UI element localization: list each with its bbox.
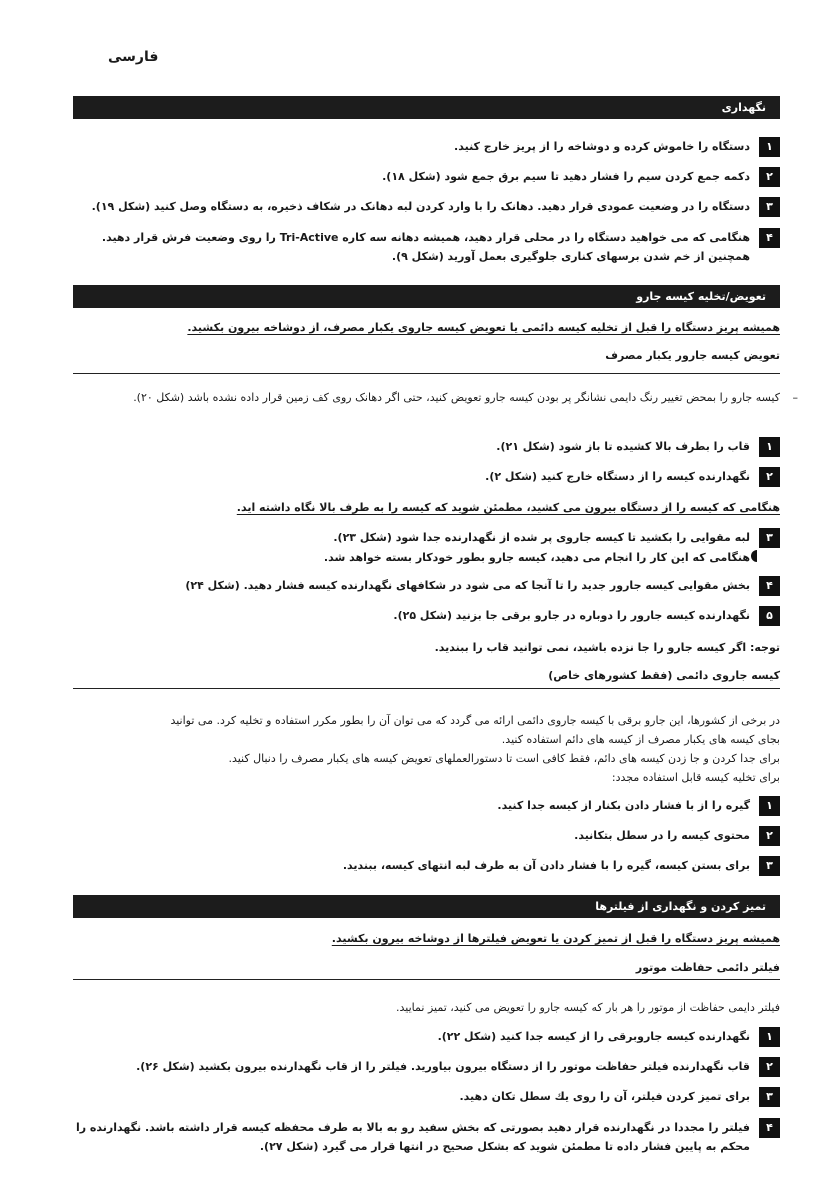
step-number: ۵ <box>759 606 780 626</box>
language-label: فارسی <box>108 49 159 65</box>
step-text: هنگامی که می خواهید دستگاه را در محلی قرار دهید، همیشه دهانه سه کاره Tri-Active را روی وضعیت فرش قرار دهید. همچنین از خم شدن برسهای کناری جلوگیری بعمل آورید (شکل ۹). <box>101 231 750 263</box>
permanent-para-3: برای جدا کردن و جا زدن کیسه های دائم، فقط کافی است تا دستورالعملهای تعویض کیسه های یکبار مصرف را دنبال کنید. <box>228 752 780 765</box>
maintenance-step-3 <box>73 197 780 217</box>
step-number: ۴ <box>759 576 780 596</box>
step-number: ۴ <box>759 1118 780 1138</box>
step-number: ۱ <box>759 437 780 457</box>
step-text: نگهدارنده کیسه جاروبرقی را از کیسه جدا کنید (شکل ۲۲). <box>437 1030 750 1043</box>
filters-step-1 <box>73 1027 780 1047</box>
motor-filter-heading: فیلتر دائمی حفاظت موتور <box>635 961 780 974</box>
step-text: لبه مقوایی را بکشید تا کیسه جاروی پر شده از نگهدارنده جدا شود (شکل ۲۳). <box>333 531 750 544</box>
step-text: قاب را بطرف بالا کشیده تا باز شود (شکل ۲۱). <box>496 440 750 453</box>
permanent-para-4: برای تخلیه کیسه قابل استفاده مجدد: <box>611 771 780 784</box>
section-header-filters: تمیز کردن و نگهداری از فیلترها <box>73 895 780 918</box>
disposable-bag-heading: تعویض کیسه جارور یکبار مصرف <box>605 349 780 362</box>
bullet-item <box>73 388 798 407</box>
bullet-text: کیسه جارو را بمحض تغییر رنگ دایمی نشانگر پر بودن کیسه جارو تعویض کنید، حتی اگر دهانک روی کف زمین قرار داده نشده باشد (شکل ۲۰). <box>133 391 780 404</box>
permanent-bag-heading: کیسه جاروی دائمی (فقط کشورهای خاص) <box>548 669 780 682</box>
heading-rule <box>73 373 780 374</box>
step-number: ۳ <box>759 197 780 217</box>
step-number: ۲ <box>759 467 780 487</box>
step3-note <box>73 548 780 568</box>
permanent-para-2: بجای کیسه های یکبار مصرف از کیسه های دائم استفاده کنید. <box>501 733 780 746</box>
maintenance-step-1 <box>73 137 780 157</box>
maintenance-step-4 <box>73 228 780 268</box>
maintenance-step-2 <box>73 167 780 187</box>
filters-para: فیلتر دایمی حفاظت از موتور را هر بار که کیسه جارو را تعویض می کنید، تمیز نمایید. <box>396 1001 780 1014</box>
permanent-para-1: در برخی از کشورها، این جارو برقی با کیسه جاروی دائمی ارائه می گردد که می توان آن را بطور مکرر استفاده و تخلیه کرد. می توانید <box>170 714 780 727</box>
step-text: دستگاه را در وضعیت عمودی قرار دهید. دهانک را با وارد کردن لبه دهانک در شکاف ذخیره، به دستگاه وصل کنید (شکل ۱۹). <box>91 200 750 213</box>
step-text: محتوی کیسه را در سطل بتکانید. <box>574 829 750 842</box>
step-text: برای بستن کیسه، گیره را با فشار دادن آن به طرف لبه انتهای کیسه، ببندید. <box>342 859 750 872</box>
filters-step-4 <box>73 1118 780 1158</box>
dustbag-step-1 <box>73 437 780 457</box>
filters-step-2 <box>73 1057 780 1077</box>
filters-warning: همیشه پریز دستگاه را قبل از تمیز کردن یا تعویض فیلترها از دوشاخه بیرون بکشید. <box>331 932 780 945</box>
section-header-maintenance: نگهداری <box>73 96 780 119</box>
step-text: فیلتر را مجددا در نگهدارنده قرار دهید بصورتی که بخش سفید رو به بالا به طرف محفظه کیسه قرار داشته باشد. نگهدارنده را محکم به پایین فشار داده تا مطمئن شوید که بشکل صحیح در انتها قرار می گیرد (شکل ۲۷). <box>75 1121 750 1153</box>
step-text: بخش مقوایی کیسه جارور جدید را تا آنجا که می شود در شکافهای نگهدارنده کیسه فشار دهید. (شکل ۲۴) <box>185 579 750 592</box>
heading-rule <box>73 688 780 689</box>
section-header-dustbag: تعویض/تخلیه کیسه جارو <box>73 285 780 308</box>
step-text: قاب نگهدارنده فیلتر حفاظت موتور را از دستگاه بیرون بیاورید. فیلتر را از قاب نگهدارنده بیرون بکشید (شکل ۲۶). <box>136 1060 750 1073</box>
step-text: دستگاه را خاموش کرده و دوشاخه را از پریز خارج کنید. <box>454 140 750 153</box>
dustbag-step-2 <box>73 467 780 487</box>
step-number: ۱ <box>759 137 780 157</box>
step-number: ۲ <box>759 826 780 846</box>
bullet-dash-icon: – <box>792 391 798 404</box>
heading-rule <box>73 979 780 980</box>
half-circle-note-icon <box>750 550 760 562</box>
step-text: نگهدارنده کیسه را از دستگاه خارج کنید (شکل ۲). <box>485 470 750 483</box>
reusable-step-1 <box>73 796 780 816</box>
step-number: ۴ <box>759 228 780 248</box>
dustbag-step-4 <box>73 576 780 596</box>
dustbag-warning: همیشه پریز دستگاه را قبل از تخلیه کیسه دائمی یا تعویض کیسه جاروی یکبار مصرف، از دوشاخه بیرون بکشید. <box>187 321 780 334</box>
note-line: توجه: اگر کیسه جارو را جا نزده باشید، نمی توانید قاب را ببندید. <box>434 641 780 654</box>
step-text: برای تمیز کردن فیلتر، آن را روی یك سطل تکان دهید. <box>459 1090 750 1103</box>
filters-step-3 <box>73 1087 780 1107</box>
step-number: ۲ <box>759 167 780 187</box>
step-number: ۳ <box>759 1087 780 1107</box>
reusable-step-3 <box>73 856 780 876</box>
step-text: دکمه جمع کردن سیم را فشار دهید تا سیم برق جمع شود (شکل ۱۸). <box>382 170 750 183</box>
step-number: ۳ <box>759 528 780 548</box>
reusable-step-2 <box>73 826 780 846</box>
dustbag-step-3 <box>73 528 780 548</box>
step-number: ۱ <box>759 1027 780 1047</box>
step-text: گیره را از با فشار دادن بکنار از کیسه جدا کنید. <box>497 799 750 812</box>
step-number: ۲ <box>759 1057 780 1077</box>
step-number: ۱ <box>759 796 780 816</box>
dustbag-step-5 <box>73 606 780 626</box>
step-number: ۳ <box>759 856 780 876</box>
step-text: نگهدارنده کیسه جارور را دوباره در جارو برقی جا بزنید (شکل ۲۵). <box>393 609 750 622</box>
note-text: هنگامی که این کار را انجام می دهید، کیسه جارو بطور خودکار بسته خواهد شد. <box>323 551 750 564</box>
upright-warning: هنگامی که کیسه را از دستگاه بیرون می کشید، مطمئن شوید که کیسه را به طرف بالا نگاه داشته اید. <box>236 501 780 514</box>
